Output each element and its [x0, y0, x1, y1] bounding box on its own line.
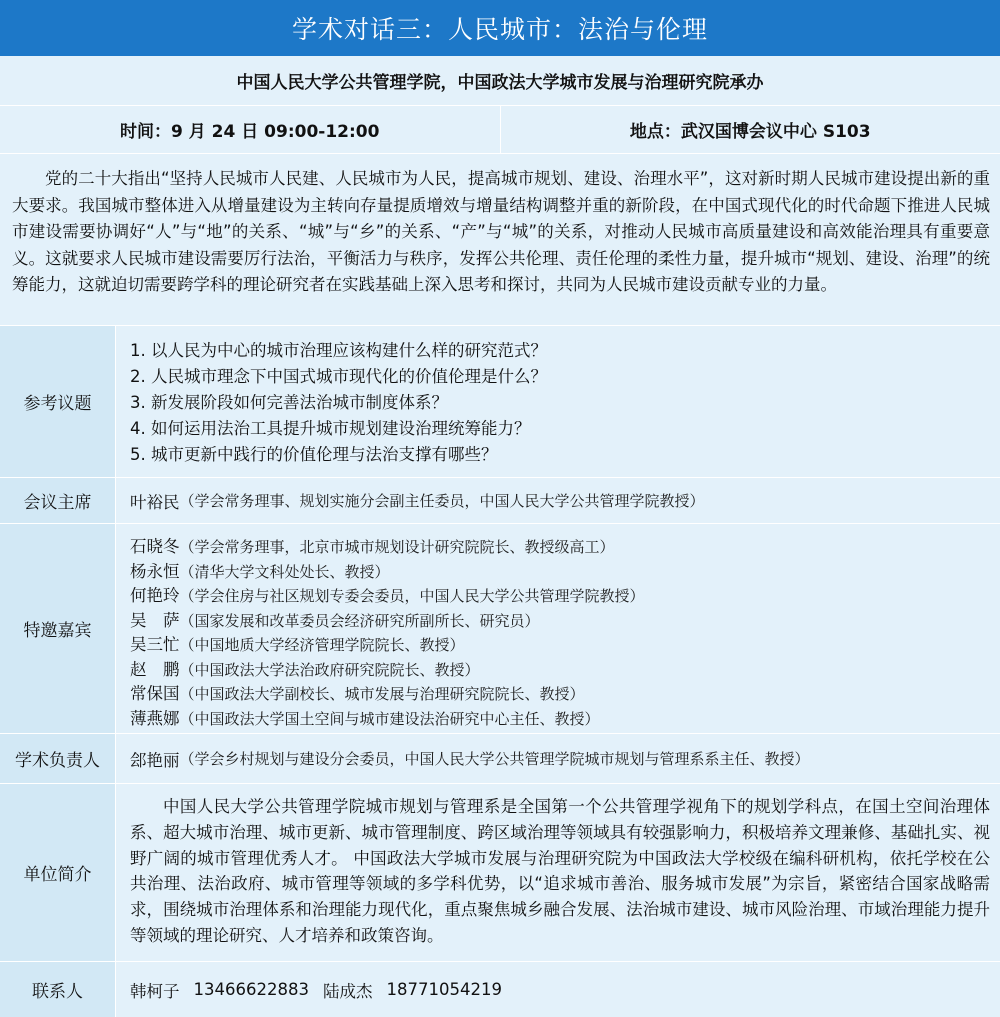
guests-label: 特邀嘉宾 — [0, 524, 116, 733]
page-title: 学术对话三：人民城市：法治与伦理 — [0, 0, 1000, 56]
guest-desc: （中国政法大学法治政府研究院院长、教授） — [179, 660, 480, 679]
chair-desc: （学会常务理事、规划实施分会副主任委员，中国人民大学公共管理学院教授） — [179, 492, 705, 510]
topic-item: 5. 城市更新中践行的价值伦理与法治支撑有哪些？ — [130, 445, 498, 464]
lead-content — [116, 734, 1000, 783]
topic-item: 3. 新发展阶段如何完善法治城市制度体系？ — [130, 393, 448, 412]
lead-name: 郐艳丽 — [130, 750, 180, 770]
topics-label: 参考议题 — [0, 326, 116, 477]
guest-item — [130, 658, 1000, 683]
chair-row — [0, 478, 1000, 524]
guest-item — [130, 535, 1000, 560]
guest-name: 吴三忙 — [130, 635, 180, 654]
guest-item — [130, 633, 1000, 658]
organizer-line: 中国人民大学公共管理学院，中国政法大学城市发展与治理研究院承办 — [0, 56, 1000, 106]
lead-desc: （学会乡村规划与建设分会委员，中国人民大学公共管理学院城市规划与管理系系主任、教授） — [179, 750, 810, 768]
lead-label: 学术负责人 — [0, 734, 116, 783]
guest-desc: （中国政法大学副校长、城市发展与治理研究院院长、教授） — [179, 685, 585, 703]
guests-list — [116, 524, 1000, 733]
contact-content — [116, 962, 1000, 1017]
unit-label: 单位简介 — [0, 784, 116, 961]
guest-item — [130, 682, 1000, 707]
contact-phone[interactable]: 18771054219 — [386, 980, 502, 999]
contact-person: 陆成杰 — [322, 981, 373, 1001]
topic-item: 1. 以人民为中心的城市治理应该构建什么样的研究范式？ — [130, 341, 547, 360]
guest-item — [130, 560, 1000, 585]
chair-name: 叶裕民 — [130, 492, 180, 512]
topic-item: 2. 人民城市理念下中国式城市现代化的价值伦理是什么？ — [130, 367, 547, 386]
chair-label: 会议主席 — [0, 478, 116, 523]
contact-person: 韩柯子 — [130, 981, 180, 1001]
guest-name: 石晓冬 — [130, 537, 180, 556]
intro-paragraph: 党的二十大指出“坚持人民城市人民建、人民城市为人民，提高城市规划、建设、治理水平”，这对新时期人民城市建设提出新的重大要求。我国城市整体进入从增量建设为主转向存量提质增效与增量结构调整并重的新阶段，在中国式现代化的时代命题下推进人民城市建设需要协调好“人”与“地”的关系、“城”与“乡”的关系、“产”与“城”的关系，对推动人民城市高质量建设和高效能治理具有重要意义。这就要求人民城市建设需要厉行法治，平衡活力与秩序，发挥公共伦理、责任伦理的柔性力量，提升城市“规划、建设、治理”的统筹能力，这就迫切需要跨学科的理论研究者在实践基础上深入思考和探讨，共同为人民城市建设贡献专业的力量。 — [0, 154, 1000, 326]
guest-desc: （国家发展和改革委员会经济研究所副所长、研究员） — [179, 611, 540, 630]
unit-row — [0, 784, 1000, 962]
time-text: 时间：9 月 24 日 09:00-12:00 — [120, 122, 380, 142]
chair-content — [116, 478, 1000, 523]
contact-label: 联系人 — [0, 962, 116, 1017]
guest-name: 薄燕娜 — [130, 708, 180, 728]
guest-name: 何艳玲 — [130, 586, 180, 605]
lead-row — [0, 734, 1000, 784]
guest-desc: （学会住房与社区规划专委会委员，中国人民大学公共管理学院教授） — [179, 587, 645, 605]
guest-name: 常保国 — [130, 684, 180, 703]
topics-list — [116, 326, 1000, 477]
guests-row — [0, 524, 1000, 734]
contact-row — [0, 962, 1000, 1017]
guest-name: 吴 萨 — [130, 610, 180, 630]
guest-name: 杨永恒 — [130, 561, 180, 581]
unit-text: 中国人民大学公共管理学院城市规划与管理系是全国第一个公共管理学视角下的规划学科点，在国土空间治理体系、超大城市治理、城市更新、城市管理制度、跨区域治理等领域具有较强影响力，积极培养文理兼修、基础扎实、视野广阔的城市管理优秀人才。 中国政法大学城市发展与治理研究院为中国政法大学校级在编科研机构，依托学校在公共治理、法治政府、城市管理等领域的多学科优势，以“追求城市善治、服务城市发展”为宗旨，紧密结合国家战略需求，围绕城市治理体系和治理能力现代化，重点聚焦城乡融合发展、法治城市建设、城市风险治理、市域治理能力提升等领域的理论研究、人才培养和政策咨询。 — [116, 784, 1000, 961]
place-text: 地点：武汉国博会议中心 S103 — [500, 106, 1000, 153]
contact-phone[interactable]: 13466622883 — [193, 980, 309, 999]
guest-desc: （学会常务理事，北京市城市规划设计研究院院长、教授级高工） — [179, 538, 615, 556]
topics-row — [0, 326, 1000, 478]
guest-item — [130, 707, 1000, 732]
topic-item: 4. 如何运用法治工具提升城市规划建设治理统筹能力？ — [130, 419, 531, 438]
guest-item — [130, 609, 1000, 634]
guest-name: 赵 鹏 — [130, 659, 180, 679]
guest-desc: （中国地质大学经济管理学院院长、教授） — [179, 636, 465, 654]
guest-desc: （中国政法大学国土空间与城市建设法治研究中心主任、教授） — [179, 709, 600, 728]
guest-desc: （清华大学文科处处长、教授） — [179, 562, 390, 581]
time-place-row — [0, 106, 1000, 154]
guest-item — [130, 584, 1000, 609]
